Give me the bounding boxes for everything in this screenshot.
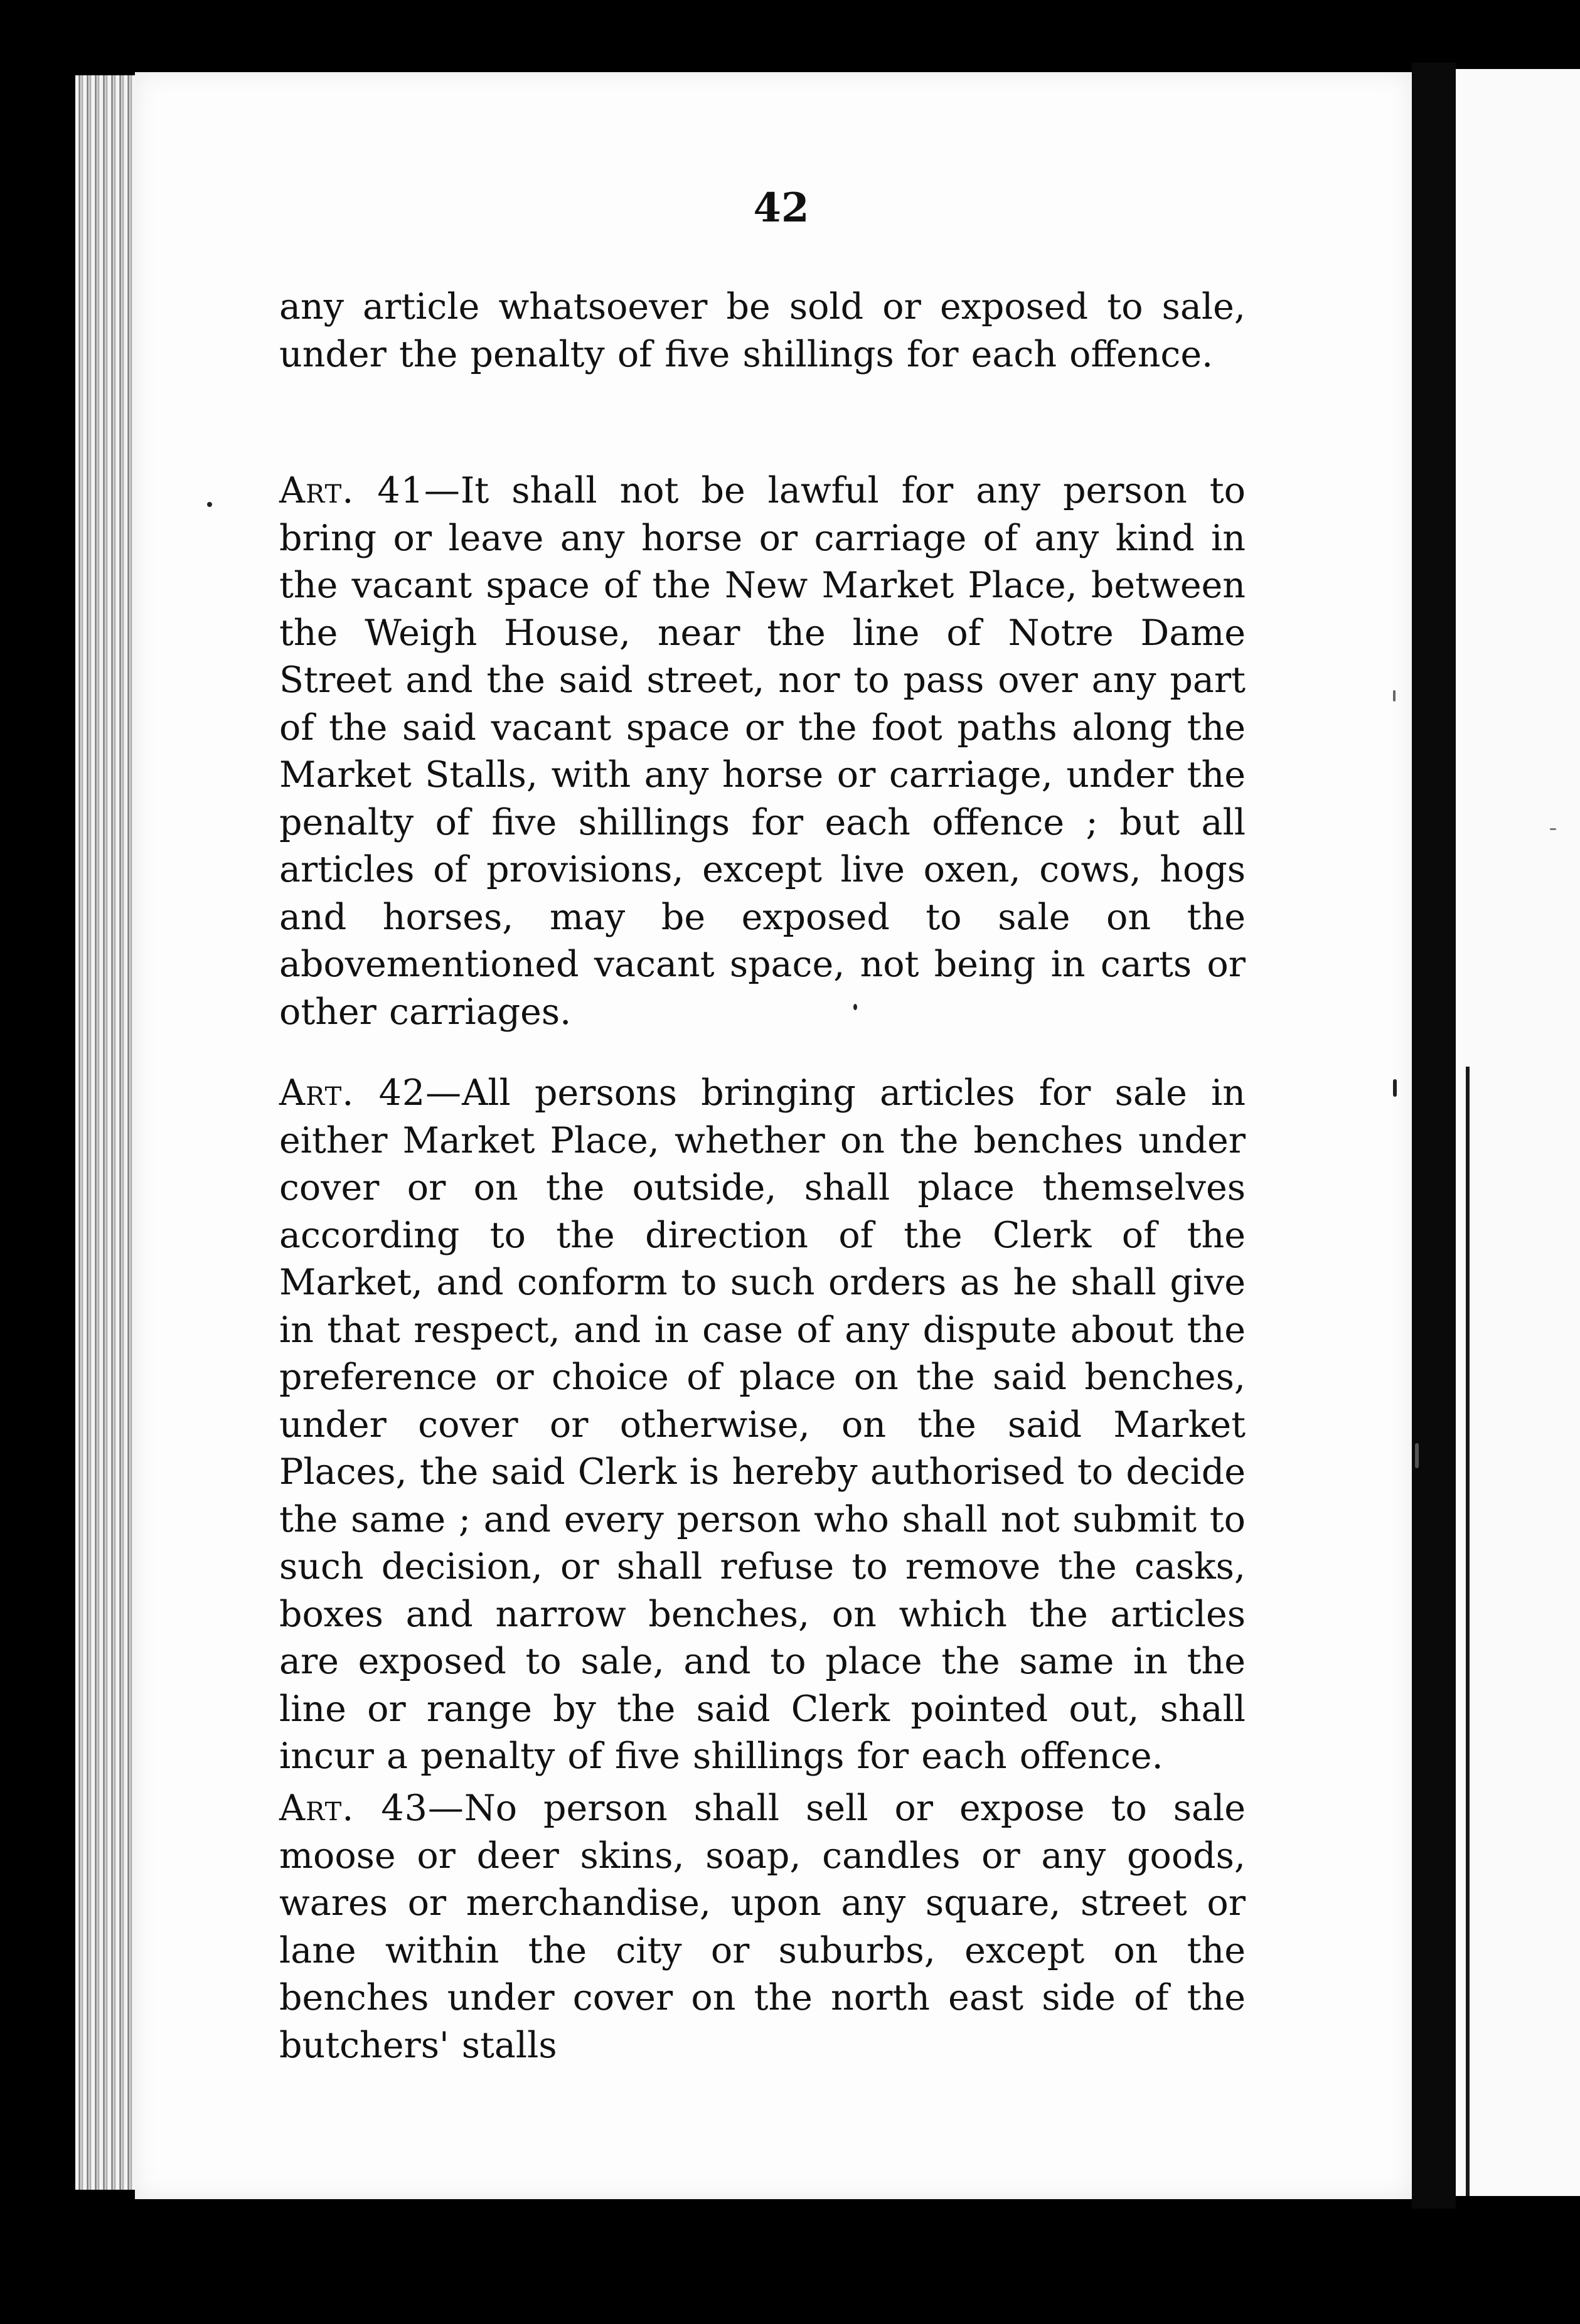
article-43 xyxy=(279,1785,1246,2069)
book-spine xyxy=(1412,63,1456,2209)
page-number: 42 xyxy=(753,184,809,232)
article-heading: Art. 43— xyxy=(279,1788,464,1829)
article-heading: Art. 41— xyxy=(279,470,461,511)
article-text: No person shall sell or expose to sale moose or deer skins, soap, candles or any goods, wares or merchandise, upon any square, street or lane within the city or suburbs, except on the benches under cover on the north east side of the butchers' stalls xyxy=(279,1788,1246,2066)
ink-speck xyxy=(1393,690,1396,701)
paragraph-text: any article whatsoever be sold or exposed to sale, under the penalty of five shillings for each offence. xyxy=(279,286,1246,375)
article-41 xyxy=(279,467,1246,1036)
facing-page-edge xyxy=(1466,1067,1470,2196)
ink-speck xyxy=(1393,1079,1397,1097)
ink-speck xyxy=(1415,1443,1419,1468)
ink-speck xyxy=(1550,828,1556,830)
article-text: It shall not be lawful for any person to bring or leave any horse or carriage of any kind in the vacant space of the New Market Place, between the Weigh House, near the line of Notre Dame Street and the said street, nor to pass over any part of the said vacant space or the foot paths along the Market Stalls, with any horse or carriage, under the penalty of five shillings for each offence ; but all articles of provisions, except live oxen, cows, hogs and horses, may be exposed to sale on the abovementioned vacant space, not being in carts or other carriages. xyxy=(279,470,1246,1033)
paragraph-continuation xyxy=(279,284,1246,378)
page-edges xyxy=(75,75,144,2190)
article-text: All persons bringing articles for sale in either Market Place, whether on the benches under cover or on the outside, shall place themselves according to the direction of the Clerk of the Market, and conform to such orders as he shall give in that respect, and in case of any dispute about the preference or choice of place on the said benches, under cover or otherwise, on the said Market Places, the said Clerk is hereby authorised to decide the same ; and every person who shall not submit to such decision, or shall refuse to remove the casks, boxes and narrow benches, on which the articles are exposed to sale, and to place the same in the line or range by the said Clerk pointed out, shall incur a penalty of five shillings for each offence. xyxy=(279,1072,1246,1777)
article-42 xyxy=(279,1070,1246,1781)
article-heading: Art. 42— xyxy=(279,1072,462,1114)
facing-page xyxy=(1456,69,1580,2196)
ink-speck xyxy=(207,502,212,507)
